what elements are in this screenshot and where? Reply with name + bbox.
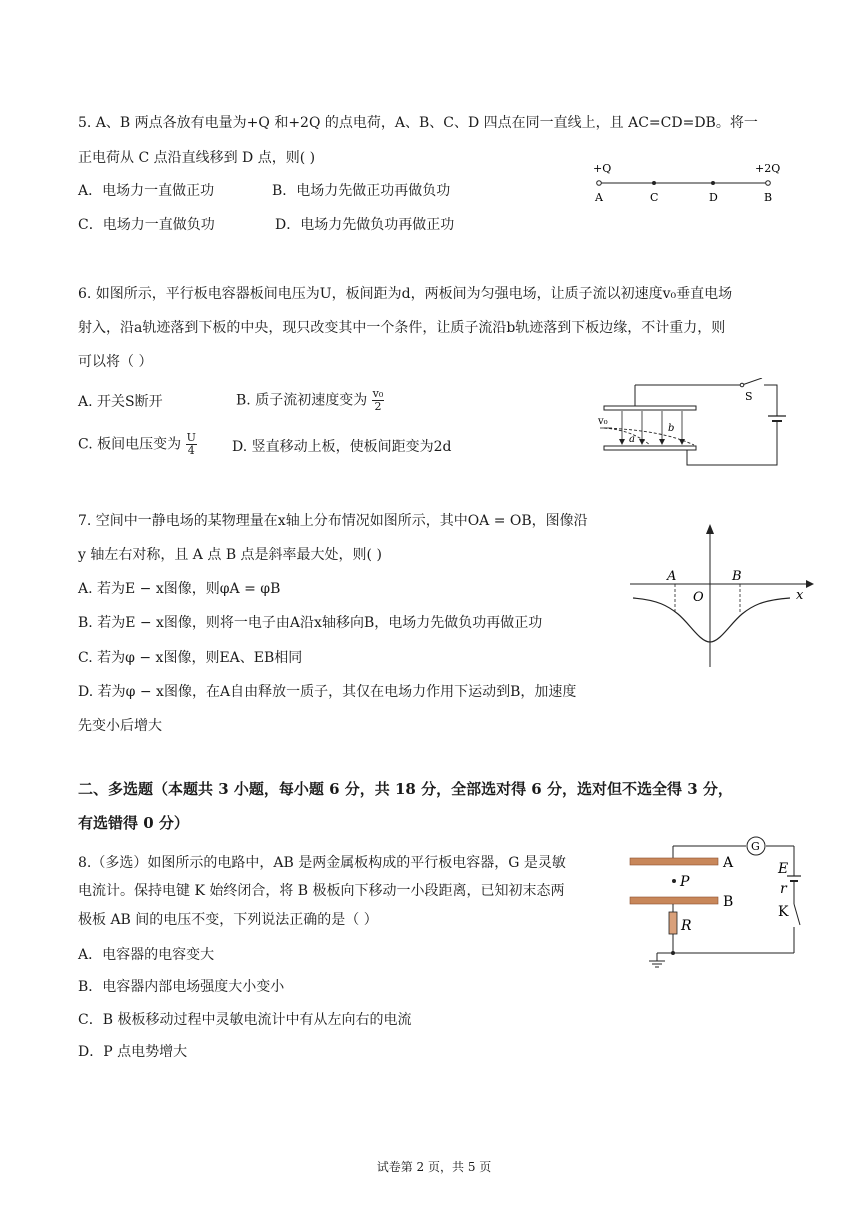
q5-point-d-dot [711,181,715,185]
q7-figure-graph [628,522,818,672]
q6-option-b-numerator: v₀ [372,387,384,400]
q5-point-c-dot [652,181,656,185]
q5-label-c: C [650,191,659,204]
q8-option-c: C．B 极板移动过程中灵敏电流计中有从左向右的电流 [78,1012,412,1028]
q5-label-d: D [709,191,718,204]
q6-option-c [78,432,197,457]
q6-option-b [236,388,384,413]
q6-option-b-denominator: 2 [374,400,382,413]
q6-option-b-fraction [372,388,385,413]
q6-option-c-numerator: U [186,431,196,444]
q5-option-b: B．电场力先做正功再做负功 [272,183,451,199]
q7-option-d-line1: D. 若为φ − x图像，在A自由释放一质子，其仅在电场力作用下运动到B，加速度 [78,684,577,700]
q6-top-plate [604,406,696,410]
q5-label-plus-2q: +2Q [755,162,781,175]
q8-label-e: E [778,861,789,877]
q6-label-b: b [668,423,675,434]
q7-x-axis-arrow [806,580,814,588]
q5-option-a: A．电场力一直做正功 [78,183,215,199]
q5-figure-charges-line [585,158,785,208]
q7-option-b: B. 若为E − x图像，则将一电子由A沿x轴移向B，电场力先做负功再做正功 [78,615,543,631]
q5-label-plus-q: +Q [593,162,612,175]
q6-label-s: S [745,390,753,403]
q6-stem-line1: 6. 如图所示，平行板电容器板间电压为U，板间距为d，两板间为匀强电场，让质子流以初速度v₀垂直电场 [78,286,733,302]
q8-label-b: B [723,894,734,910]
q8-stem-line3: 极板 AB 间的电压不变，下列说法正确的是（ ） [78,912,378,928]
q7-curve [633,598,790,642]
q8-label-g: G [751,840,760,853]
q6-field-arrow-1 [619,439,625,445]
q7-stem-line2: y 轴左右对称，且 A 点 B 点是斜率最大处，则( ) [78,547,382,563]
q8-figure-circuit [628,834,808,974]
q5-label-a: A [595,191,603,204]
q8-point-p-dot [672,879,676,883]
q6-option-c-text: C. 板间电压变为 [78,436,182,453]
q5-point-a-dot [597,181,602,186]
q8-label-k: K [778,904,789,920]
q7-option-a: A. 若为E − x图像，则φA = φB [78,581,281,597]
q8-plate-a [630,858,718,865]
q8-label-p: P [680,874,690,890]
q8-option-b: B．电容器内部电场强度大小变小 [78,979,285,995]
q7-label-b: B [732,569,742,584]
q8-stem-line1: 8.（多选）如图所示的电路中，AB 是两金属板构成的平行板电容器，G 是灵敏 [78,855,566,871]
q8-switch-k-blade [794,904,800,925]
q6-switch-blade [742,378,762,385]
section2-heading-line2: 有选错得 0 分） [78,814,189,832]
q6-option-b-text: B. 质子流初速度变为 [236,392,368,409]
q8-plate-b [630,897,718,904]
page-footer: 试卷第 2 页，共 5 页 [376,1160,492,1174]
q6-field-arrow-3 [659,439,665,445]
section2-heading-line1: 二、多选题（本题共 3 小题，每小题 6 分，共 18 分，全部选对得 6 分，选对但不选全得 3 分， [78,780,733,798]
q5-stem-line2: 正电荷从 C 点沿直线移到 D 点，则( ) [78,150,316,166]
q6-option-d: D. 竖直移动上板，使板间距变为2d [232,439,452,455]
q8-label-a: A [723,855,734,871]
q7-y-axis-arrow [706,524,714,534]
q8-label-r: R [681,918,692,934]
q6-field-arrow-2 [639,439,645,445]
q5-option-c: C．电场力一直做负功 [78,217,215,233]
q6-stem-line3: 可以将（ ） [78,354,153,370]
q8-option-a: A．电容器的电容变大 [78,947,215,963]
q6-option-a: A. 开关S断开 [78,394,163,410]
q7-label-x: x [796,588,804,603]
q6-figure-capacitor [592,378,792,473]
q6-wire-right [764,385,777,416]
q7-stem-line1: 7. 空间中一静电场的某物理量在x轴上分布情况如图所示，其中OA = OB，图像沿 [78,513,588,529]
q8-resistor [669,912,677,934]
q5-stem-line1: 5. A、B 两点各放有电量为+Q 和+2Q 的点电荷，A、B、C、D 四点在同一直线上，且 AC=CD=DB。将一 [78,115,758,131]
q5-option-d: D．电场力先做负功再做正功 [275,217,455,233]
q7-option-d-line2: 先变小后增大 [78,718,162,734]
q6-option-c-denominator: 4 [187,444,195,457]
q6-wire-bottom [687,421,777,465]
q6-stem-line2: 射入，沿a轨迹落到下板的中央，现只改变其中一个条件，让质子流沿b轨迹落到下板边缘，不计重力，则 [78,320,726,336]
q8-stem-line2: 电流计。保持电键 K 始终闭合，将 B 极板向下移动一小段距离，已知初末态两 [78,883,565,899]
q8-option-d: D．P 点电势增大 [78,1044,188,1060]
q6-label-a: a [629,434,635,445]
q5-point-b-dot [766,181,771,186]
q6-trajectory-b [604,428,694,445]
q8-label-r-internal: r [780,881,787,897]
q6-option-c-fraction [186,432,197,457]
q6-switch-pivot [740,383,744,387]
q7-label-o: O [693,590,704,605]
q6-label-v0: v₀ [598,416,608,427]
q7-option-c: C. 若为φ − x图像，则EA、EB相同 [78,650,303,666]
q6-bottom-plate [604,446,696,450]
q7-label-a: A [667,569,677,584]
q5-label-b: B [764,191,773,204]
